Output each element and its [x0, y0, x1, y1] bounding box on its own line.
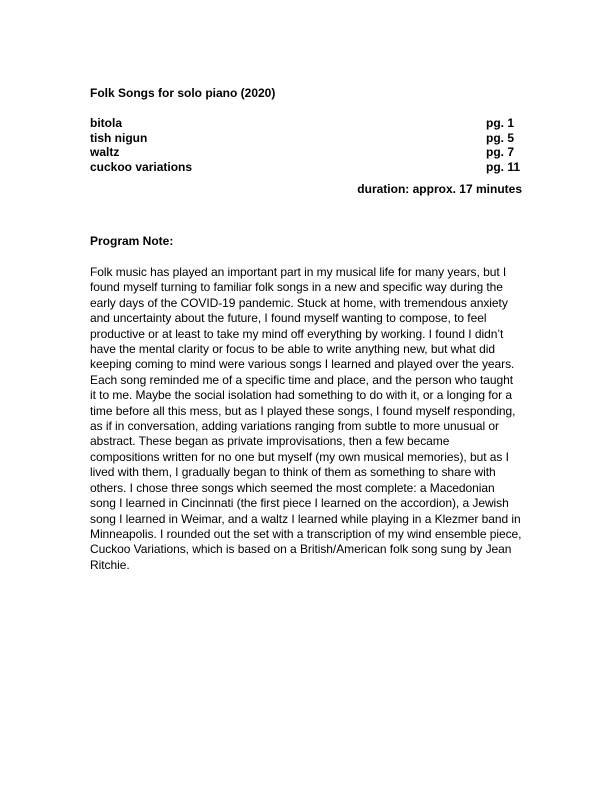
document-page	[90, 86, 522, 573]
program-note-body: Folk music has played an important part in my musical life for many years, but I found myself turning to familiar folk songs in a new and specific way during the early days of the COVID-19 pandemic. Stuck at home, with tremendous anxiety and uncertainty about the future, I found myself wanting to compose, to feel productive or at least to take my mind off everything by working. I found I didn’t have the mental clarity or focus to be able to write anything new, but what did keeping coming to mind were various songs I learned and played over the years. Each song reminded me of a specific time and place, and the person who taught it to me. Maybe the social isolation had something to do with it, or a longing for a time before all this mess, but as I played these songs, I found myself responding, as if in conversation, adding variations ranging from subtle to more unusual or abstract. These began as private improvisations, then a few became compositions written for no one but myself (my own musical memories), but as I lived with them, I gradually began to think of them as something to share with others. I chose three songs which seemed the most complete: a Macedonian song I learned in Cincinnati (the first piece I learned on the accordion), a Jewish song I learned in Weimar, and a waltz I learned while playing in a Klezmer band in Minneapolis. I rounded out the set with a transcription of my wind ensemble piece, Cuckoo Variations, which is based on a British/American folk song sung by Jean Ritchie.	[90, 265, 522, 572]
toc-item-page: pg. 11	[486, 159, 521, 174]
program-note-heading: Program Note:	[90, 234, 174, 248]
toc-item-page: pg. 7	[486, 145, 515, 159]
toc-row	[90, 160, 522, 175]
toc-item-name: cuckoo variations	[90, 159, 193, 174]
toc-item-name: bitola	[90, 116, 122, 130]
toc-item-page: pg. 5	[486, 130, 515, 145]
toc-item-name: waltz	[90, 145, 120, 159]
toc-row	[90, 116, 522, 131]
toc-row	[90, 131, 522, 146]
document-title: Folk Songs for solo piano (2020)	[90, 86, 276, 100]
toc-row	[90, 145, 522, 160]
duration-note: duration: approx. 17 minutes	[357, 182, 522, 196]
toc-item-name: tish nigun	[90, 130, 148, 145]
table-of-contents	[90, 116, 522, 174]
toc-item-page: pg. 1	[486, 116, 515, 130]
